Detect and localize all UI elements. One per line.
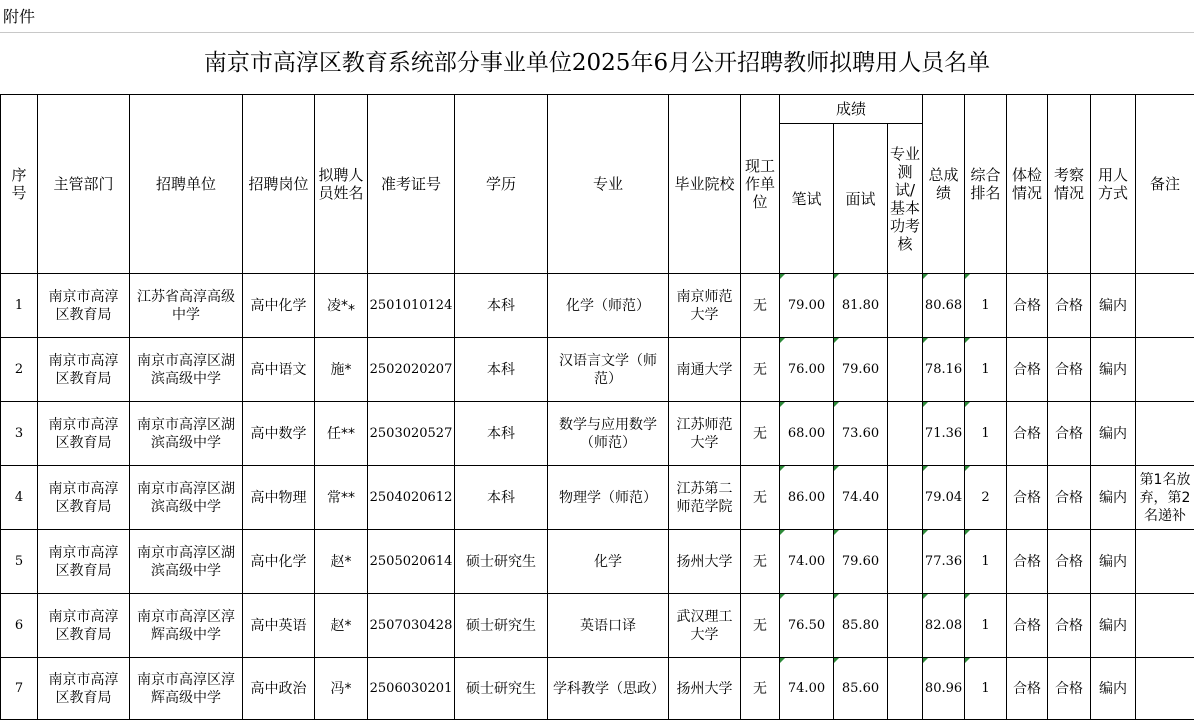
cell-dept: 南京市高淳区教育局 bbox=[38, 402, 130, 466]
cell-written: 76.00 bbox=[780, 338, 834, 402]
cell-school: 南通大学 bbox=[669, 338, 741, 402]
cell-unit: 南京市高淳区湖滨高级中学 bbox=[130, 402, 243, 466]
cell-total: 82.08 bbox=[923, 594, 965, 658]
cell-total: 80.96 bbox=[923, 658, 965, 720]
cell-written: 74.00 bbox=[780, 530, 834, 594]
cell-rank: 1 bbox=[965, 530, 1007, 594]
cell-major: 化学 bbox=[548, 530, 669, 594]
header-name: 拟聘人员姓名 bbox=[315, 95, 368, 274]
cell-physical: 合格 bbox=[1007, 274, 1048, 338]
cell-school: 江苏师范大学 bbox=[669, 402, 741, 466]
cell-school: 江苏第二师范学院 bbox=[669, 466, 741, 530]
header-rank: 综合排名 bbox=[965, 95, 1007, 274]
cell-major: 英语口译 bbox=[548, 594, 669, 658]
cell-unit: 南京市高淳区淳辉高级中学 bbox=[130, 594, 243, 658]
cell-rank: 1 bbox=[965, 658, 1007, 720]
header-dept: 主管部门 bbox=[38, 95, 130, 274]
header-interview: 面试 bbox=[834, 124, 888, 274]
cell-skill bbox=[888, 658, 923, 720]
cell-employment: 编内 bbox=[1091, 402, 1136, 466]
cell-inspection: 合格 bbox=[1048, 466, 1091, 530]
cell-current-job: 无 bbox=[741, 658, 780, 720]
cell-remarks bbox=[1136, 594, 1194, 658]
cell-unit: 南京市高淳区湖滨高级中学 bbox=[130, 338, 243, 402]
document-title: 南京市高淳区教育系统部分事业单位2025年6月公开招聘教师拟聘用人员名单 bbox=[203, 50, 991, 76]
cell-major: 学科教学（思政） bbox=[548, 658, 669, 720]
cell-post: 高中物理 bbox=[243, 466, 315, 530]
cell-major: 数学与应用数学（师范） bbox=[548, 402, 669, 466]
cell-dept: 南京市高淳区教育局 bbox=[38, 338, 130, 402]
cell-seq: 4 bbox=[1, 466, 38, 530]
cell-school: 武汉理工大学 bbox=[669, 594, 741, 658]
cell-rank: 2 bbox=[965, 466, 1007, 530]
cell-major: 化学（师范） bbox=[548, 274, 669, 338]
cell-current-job: 无 bbox=[741, 338, 780, 402]
cell-interview: 73.60 bbox=[834, 402, 888, 466]
cell-inspection: 合格 bbox=[1048, 594, 1091, 658]
cell-unit: 南京市高淳区淳辉高级中学 bbox=[130, 658, 243, 720]
cell-skill bbox=[888, 466, 923, 530]
header-major: 专业 bbox=[548, 95, 669, 274]
header-total: 总成绩 bbox=[923, 95, 965, 274]
cell-name: 赵* bbox=[315, 530, 368, 594]
cell-remarks: 第1名放弃，第2名递补 bbox=[1136, 466, 1194, 530]
cell-school: 扬州大学 bbox=[669, 658, 741, 720]
cell-employment: 编内 bbox=[1091, 658, 1136, 720]
cell-major: 物理学（师范） bbox=[548, 466, 669, 530]
cell-exam-id: 2501010124 bbox=[368, 274, 455, 338]
cell-post: 高中数学 bbox=[243, 402, 315, 466]
cell-major: 汉语言文学（师范） bbox=[548, 338, 669, 402]
cell-interview: 79.60 bbox=[834, 530, 888, 594]
cell-current-job: 无 bbox=[741, 594, 780, 658]
cell-physical: 合格 bbox=[1007, 338, 1048, 402]
cell-skill bbox=[888, 402, 923, 466]
cell-exam-id: 2502020207 bbox=[368, 338, 455, 402]
cell-dept: 南京市高淳区教育局 bbox=[38, 466, 130, 530]
cell-name: 冯* bbox=[315, 658, 368, 720]
cell-exam-id: 2507030428 bbox=[368, 594, 455, 658]
cell-dept: 南京市高淳区教育局 bbox=[38, 658, 130, 720]
cell-post: 高中化学 bbox=[243, 530, 315, 594]
header-post: 招聘岗位 bbox=[243, 95, 315, 274]
cell-inspection: 合格 bbox=[1048, 338, 1091, 402]
cell-total: 71.36 bbox=[923, 402, 965, 466]
cell-current-job: 无 bbox=[741, 530, 780, 594]
table-row bbox=[1, 658, 1194, 720]
cell-interview: 85.60 bbox=[834, 658, 888, 720]
cell-current-job: 无 bbox=[741, 466, 780, 530]
cell-dept: 南京市高淳区教育局 bbox=[38, 274, 130, 338]
cell-seq: 5 bbox=[1, 530, 38, 594]
header-employment: 用人方式 bbox=[1091, 95, 1136, 274]
header-current-job: 现工作单位 bbox=[741, 95, 780, 274]
cell-interview: 74.40 bbox=[834, 466, 888, 530]
cell-seq: 6 bbox=[1, 594, 38, 658]
header-seq: 序号 bbox=[1, 95, 38, 274]
cell-employment: 编内 bbox=[1091, 530, 1136, 594]
cell-total: 80.68 bbox=[923, 274, 965, 338]
cell-physical: 合格 bbox=[1007, 530, 1048, 594]
cell-school: 扬州大学 bbox=[669, 530, 741, 594]
header-skill: 专业测试/基本功考核 bbox=[888, 124, 923, 274]
header-exam-id: 准考证号 bbox=[368, 95, 455, 274]
cell-total: 79.04 bbox=[923, 466, 965, 530]
cell-name: 施* bbox=[315, 338, 368, 402]
cell-inspection: 合格 bbox=[1048, 658, 1091, 720]
candidate-table bbox=[0, 94, 1194, 720]
cell-name: 赵* bbox=[315, 594, 368, 658]
cell-unit: 江苏省高淳高级中学 bbox=[130, 274, 243, 338]
cell-exam-id: 2505020614 bbox=[368, 530, 455, 594]
cell-rank: 1 bbox=[965, 274, 1007, 338]
cell-skill bbox=[888, 338, 923, 402]
table-row bbox=[1, 402, 1194, 466]
header-physical: 体检情况 bbox=[1007, 95, 1048, 274]
cell-interview: 79.60 bbox=[834, 338, 888, 402]
cell-remarks bbox=[1136, 274, 1194, 338]
header-education: 学历 bbox=[455, 95, 548, 274]
cell-physical: 合格 bbox=[1007, 402, 1048, 466]
header-unit: 招聘单位 bbox=[130, 95, 243, 274]
cell-physical: 合格 bbox=[1007, 466, 1048, 530]
cell-education: 硕士研究生 bbox=[455, 594, 548, 658]
cell-remarks bbox=[1136, 658, 1194, 720]
cell-skill bbox=[888, 530, 923, 594]
cell-post: 高中化学 bbox=[243, 274, 315, 338]
table-row bbox=[1, 274, 1194, 338]
cell-post: 高中英语 bbox=[243, 594, 315, 658]
cell-interview: 81.80 bbox=[834, 274, 888, 338]
cell-school: 南京师范大学 bbox=[669, 274, 741, 338]
cell-dept: 南京市高淳区教育局 bbox=[38, 530, 130, 594]
header-scores: 成绩 bbox=[780, 95, 923, 124]
cell-current-job: 无 bbox=[741, 274, 780, 338]
cell-education: 本科 bbox=[455, 274, 548, 338]
cell-remarks bbox=[1136, 530, 1194, 594]
cell-education: 本科 bbox=[455, 338, 548, 402]
cell-remarks bbox=[1136, 338, 1194, 402]
cell-employment: 编内 bbox=[1091, 466, 1136, 530]
cell-inspection: 合格 bbox=[1048, 530, 1091, 594]
cell-seq: 3 bbox=[1, 402, 38, 466]
cell-exam-id: 2504020612 bbox=[368, 466, 455, 530]
cell-rank: 1 bbox=[965, 338, 1007, 402]
cell-written: 86.00 bbox=[780, 466, 834, 530]
cell-name: 凌*⁎ bbox=[315, 274, 368, 338]
table-row bbox=[1, 466, 1194, 530]
cell-education: 硕士研究生 bbox=[455, 658, 548, 720]
cell-employment: 编内 bbox=[1091, 274, 1136, 338]
cell-post: 高中政治 bbox=[243, 658, 315, 720]
cell-post: 高中语文 bbox=[243, 338, 315, 402]
cell-exam-id: 2503020527 bbox=[368, 402, 455, 466]
cell-employment: 编内 bbox=[1091, 594, 1136, 658]
cell-education: 硕士研究生 bbox=[455, 530, 548, 594]
cell-physical: 合格 bbox=[1007, 658, 1048, 720]
cell-seq: 2 bbox=[1, 338, 38, 402]
cell-seq: 1 bbox=[1, 274, 38, 338]
cell-written: 74.00 bbox=[780, 658, 834, 720]
cell-physical: 合格 bbox=[1007, 594, 1048, 658]
cell-skill bbox=[888, 274, 923, 338]
cell-interview: 85.80 bbox=[834, 594, 888, 658]
cell-employment: 编内 bbox=[1091, 338, 1136, 402]
cell-inspection: 合格 bbox=[1048, 402, 1091, 466]
cell-total: 77.36 bbox=[923, 530, 965, 594]
cell-education: 本科 bbox=[455, 466, 548, 530]
header-school: 毕业院校 bbox=[669, 95, 741, 274]
table-row bbox=[1, 594, 1194, 658]
cell-inspection: 合格 bbox=[1048, 274, 1091, 338]
cell-unit: 南京市高淳区湖滨高级中学 bbox=[130, 530, 243, 594]
cell-name: 常** bbox=[315, 466, 368, 530]
cell-dept: 南京市高淳区教育局 bbox=[38, 594, 130, 658]
header-written: 笔试 bbox=[780, 124, 834, 274]
cell-seq: 7 bbox=[1, 658, 38, 720]
cell-name: 任** bbox=[315, 402, 368, 466]
table-row bbox=[1, 530, 1194, 594]
cell-written: 68.00 bbox=[780, 402, 834, 466]
cell-written: 79.00 bbox=[780, 274, 834, 338]
attachment-label: 附件 bbox=[0, 0, 1194, 33]
cell-exam-id: 2506030201 bbox=[368, 658, 455, 720]
cell-rank: 1 bbox=[965, 402, 1007, 466]
cell-skill bbox=[888, 594, 923, 658]
cell-unit: 南京市高淳区湖滨高级中学 bbox=[130, 466, 243, 530]
header-remarks: 备注 bbox=[1136, 95, 1194, 274]
cell-total: 78.16 bbox=[923, 338, 965, 402]
header-inspection: 考察情况 bbox=[1048, 95, 1091, 274]
cell-remarks bbox=[1136, 402, 1194, 466]
table-row bbox=[1, 338, 1194, 402]
cell-current-job: 无 bbox=[741, 402, 780, 466]
cell-written: 76.50 bbox=[780, 594, 834, 658]
cell-education: 本科 bbox=[455, 402, 548, 466]
cell-rank: 1 bbox=[965, 594, 1007, 658]
